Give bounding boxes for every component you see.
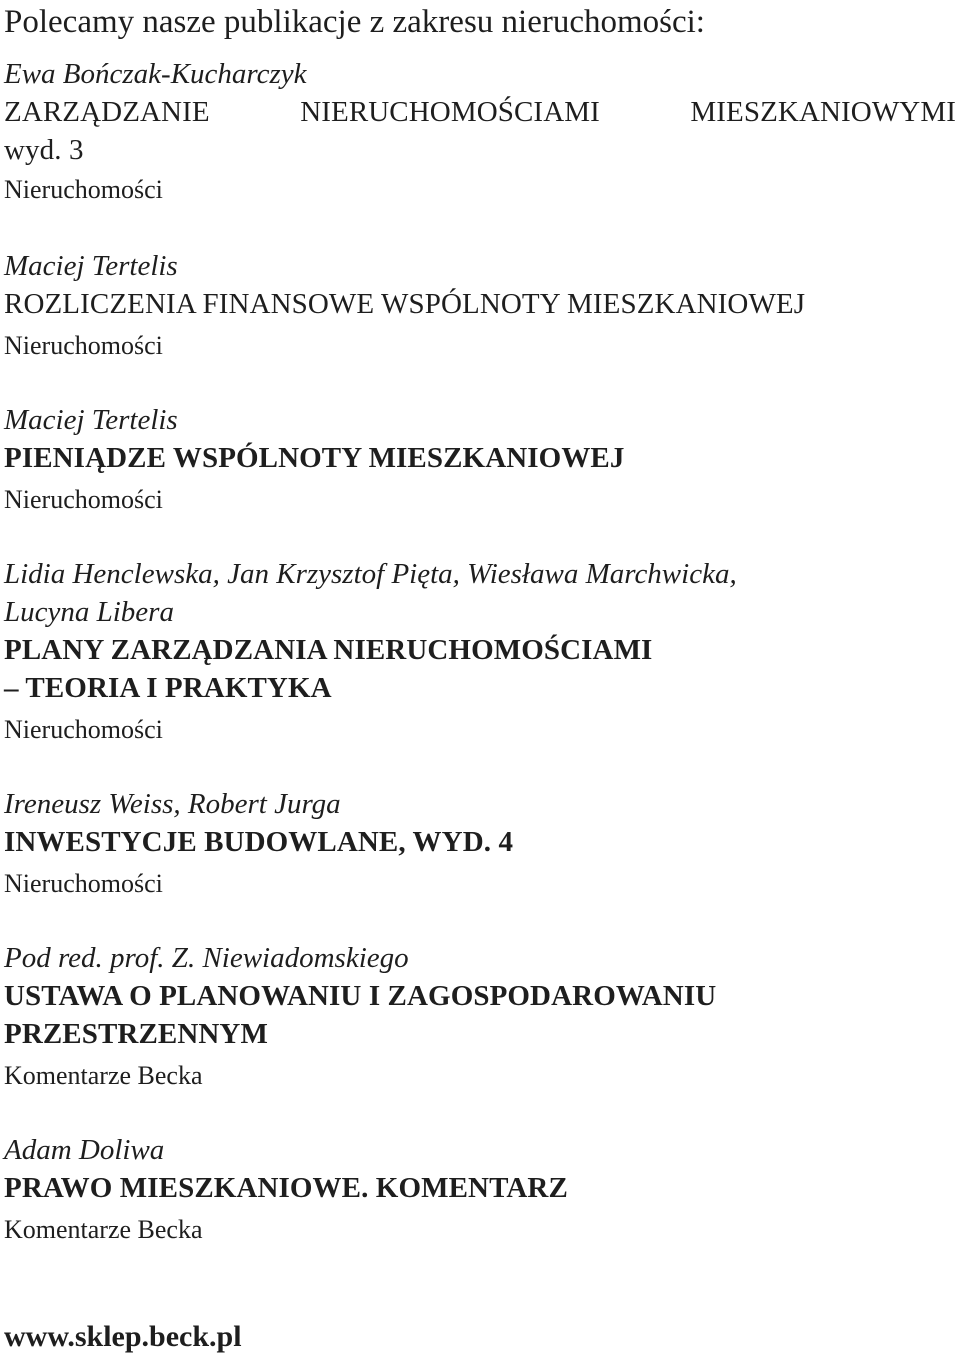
publication-series: Nieruchomości [4, 485, 163, 514]
publication-author: Ewa Bończak-Kucharczyk [4, 58, 307, 90]
title-word: MIESZKANIOWYMI [690, 96, 956, 128]
publication-title-line-1: PLANY ZARZĄDZANIA NIERUCHOMOŚCIAMI [4, 634, 653, 666]
publication-author: Maciej Tertelis [4, 404, 178, 436]
publication-title-line-1: USTAWA O PLANOWANIU I ZAGOSPODAROWANIU [4, 980, 717, 1012]
publication-title: PRAWO MIESZKANIOWE. KOMENTARZ [4, 1172, 568, 1204]
title-word: NIERUCHOMOŚCIAMI [300, 96, 600, 128]
publication-author-line-2: Lucyna Libera [4, 596, 174, 628]
publication-title-line-2: wyd. 3 [4, 134, 84, 166]
publication-series: Komentarze Becka [4, 1061, 203, 1090]
publication-author: Maciej Tertelis [4, 250, 178, 282]
page-heading: Polecamy nasze publikacje z zakresu nieruchomości: [4, 4, 705, 40]
publication-entry-6 [4, 939, 956, 1093]
publication-author: Ireneusz Weiss, Robert Jurga [4, 788, 341, 820]
publication-series: Komentarze Becka [4, 1215, 203, 1244]
publication-title-line-1 [4, 93, 956, 131]
publication-series: Nieruchomości [4, 715, 163, 744]
publication-author: Lidia Henclewska, Jan Krzysztof Pięta, Wiesława Marchwicka, [4, 558, 737, 590]
title-word: ZARZĄDZANIE [4, 96, 210, 128]
publication-title-line-2: PRZESTRZENNYM [4, 1018, 268, 1050]
publication-series: Nieruchomości [4, 175, 163, 204]
publication-entry-1 [4, 55, 956, 207]
publication-entry-7 [4, 1131, 956, 1247]
publication-title [4, 631, 956, 707]
publication-entry-4 [4, 555, 956, 747]
publication-title: INWESTYCJE BUDOWLANE, WYD. 4 [4, 826, 514, 858]
publication-title [4, 93, 956, 169]
publication-title: PIENIĄDZE WSPÓLNOTY MIESZKANIOWEJ [4, 442, 625, 474]
publication-title: ROZLICZENIA FINANSOWE WSPÓLNOTY MIESZKANIOWEJ [4, 288, 806, 320]
publication-author: Adam Doliwa [4, 1134, 165, 1166]
publication-entry-5 [4, 785, 956, 901]
publication-author: Pod red. prof. Z. Niewiadomskiego [4, 942, 409, 974]
publication-entry-2 [4, 247, 956, 363]
publication-title-line-2: – TEORIA I PRAKTYKA [4, 672, 332, 704]
publication-entry-3 [4, 401, 956, 517]
shop-url-link[interactable]: www.sklep.beck.pl [4, 1320, 242, 1353]
publication-title [4, 977, 956, 1053]
publication-series: Nieruchomości [4, 331, 163, 360]
publication-series: Nieruchomości [4, 869, 163, 898]
